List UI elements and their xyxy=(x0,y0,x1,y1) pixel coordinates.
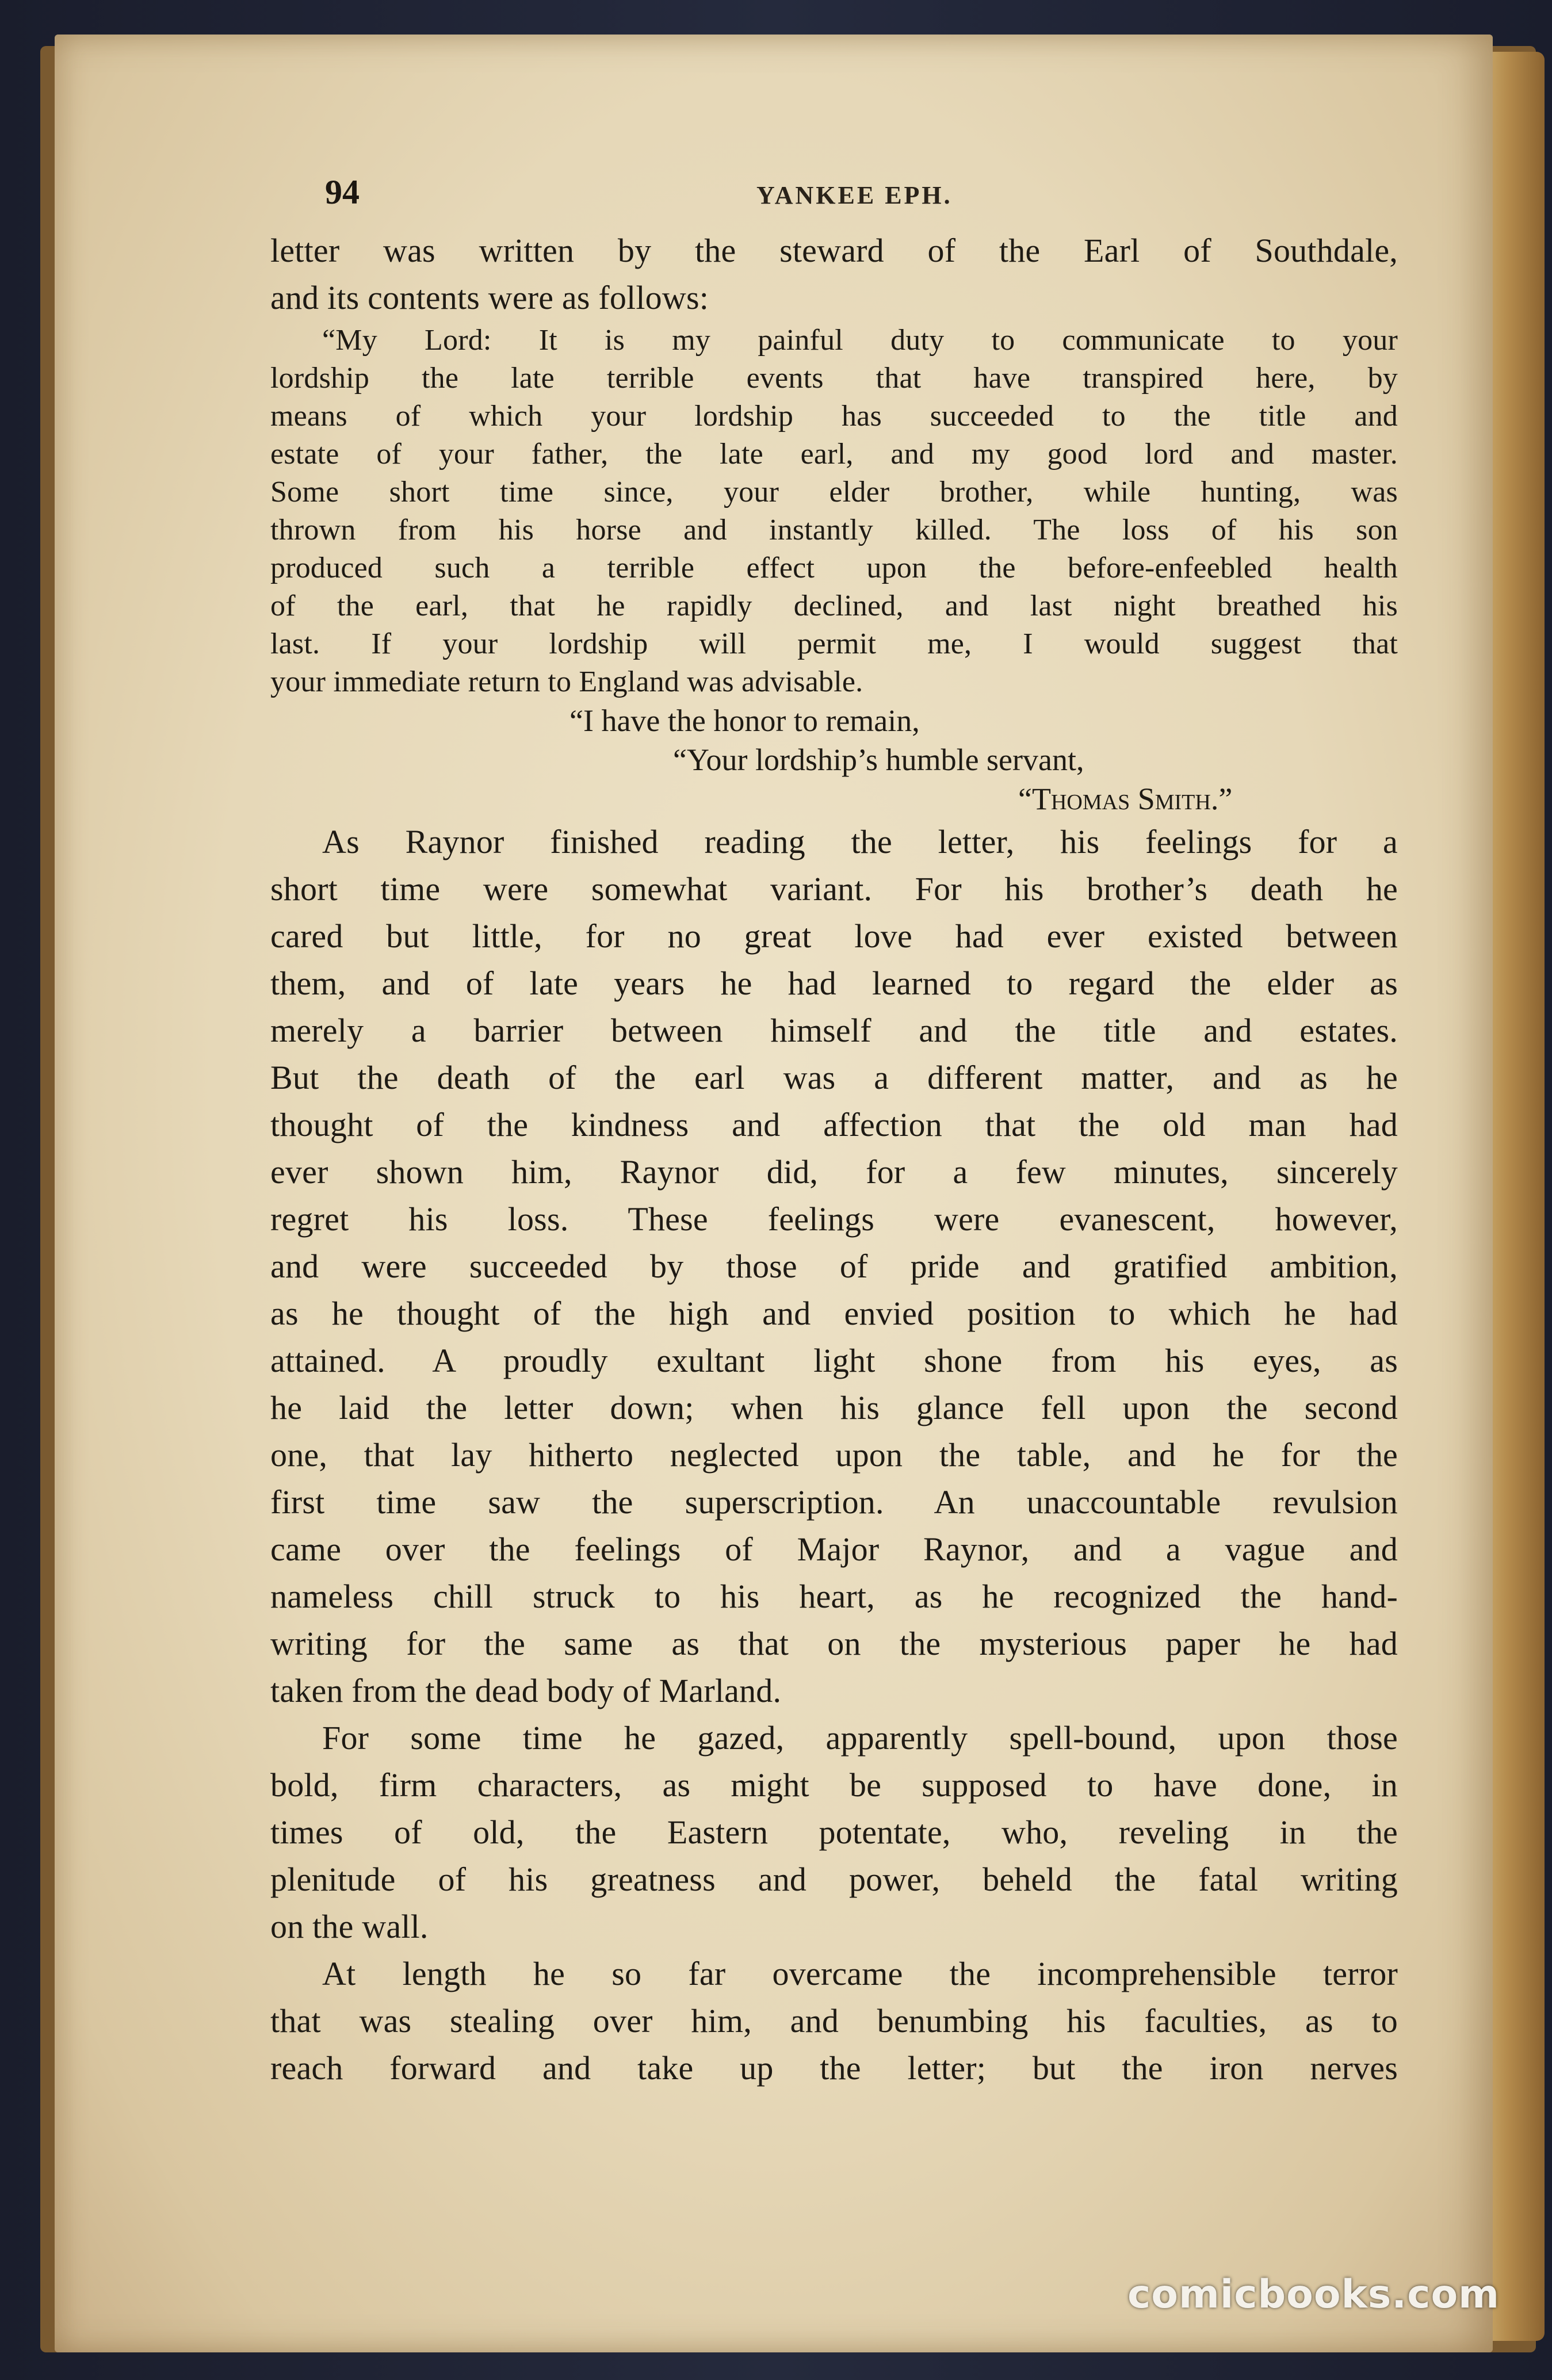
text-line: For some time he gazed, apparently spell-bound, upon those xyxy=(322,1719,1398,1757)
text-line: first time saw the superscription. An unaccountable revulsion xyxy=(270,1483,1398,1521)
text-line: them, and of late years he had learned to regard the elder as xyxy=(270,965,1398,1002)
running-head: YANKEE EPH. xyxy=(756,181,953,209)
text-line: one, that lay hitherto neglected upon the table, and he for the xyxy=(270,1436,1398,1474)
page-header xyxy=(325,173,1452,219)
text-line: But the death of the earl was a different matter, and as he xyxy=(270,1059,1398,1096)
text-line: attained. A proudly exultant light shone from his eyes, as xyxy=(270,1342,1398,1379)
text-line: taken from the dead body of Marland. xyxy=(270,1672,782,1709)
text-line: reach forward and take up the letter; but the iron nerves xyxy=(270,2049,1398,2087)
text-line: regret his loss. These feelings were evanescent, however, xyxy=(270,1200,1398,1238)
body-text xyxy=(270,227,1398,2092)
letter-line: thrown from his horse and instantly killed. The loss of his son xyxy=(270,514,1398,546)
text-line: merely a barrier between himself and the title and estates. xyxy=(270,1012,1398,1049)
letter-line: produced such a terrible effect upon the before-enfeebled health xyxy=(270,552,1398,584)
text-line: times of old, the Eastern potentate, who, reveling in the xyxy=(270,1813,1398,1851)
page-stack-edge xyxy=(1484,52,1545,2341)
text-line: plenitude of his greatness and power, beheld the fatal writing xyxy=(270,1861,1398,1898)
text-line: that was stealing over him, and benumbing his faculties, as to xyxy=(270,2002,1398,2040)
text-line: as he thought of the high and envied position to which he had xyxy=(270,1295,1398,1332)
letter-signature xyxy=(270,701,1398,818)
signature-name: “Thomas Smith.” xyxy=(1018,782,1233,816)
text-line: came over the feelings of Major Raynor, and a vague and xyxy=(270,1530,1398,1568)
letter-line: last. If your lordship will permit me, I would suggest that xyxy=(270,627,1398,660)
text-line: nameless chill struck to his heart, as he recognized the hand- xyxy=(270,1578,1398,1615)
text-line: At length he so far overcame the incomprehensible terror xyxy=(322,1955,1398,1992)
letter-line: “My Lord: It is my painful duty to communicate to your xyxy=(322,324,1398,357)
letter-line: your immediate return to England was advisable. xyxy=(270,665,863,698)
paragraph-spell-bound xyxy=(270,1715,1398,1950)
letter-line: lordship the late terrible events that have transpired here, by xyxy=(270,362,1398,395)
text-line: he laid the letter down; when his glance fell upon the second xyxy=(270,1389,1398,1426)
text-line: As Raynor finished reading the letter, his feelings for a xyxy=(322,823,1398,860)
letter-line: of the earl, that he rapidly declined, and last night breathed his xyxy=(270,590,1398,622)
letter-line: Some short time since, your elder brother, while hunting, was xyxy=(270,476,1398,508)
letter-line: estate of your father, the late earl, and my good lord and master. xyxy=(270,438,1398,470)
paragraph-at-length xyxy=(270,1950,1398,2092)
text-line: letter was written by the steward of the Earl of Southdale, xyxy=(270,232,1398,269)
quoted-letter xyxy=(270,322,1398,701)
text-line: on the wall. xyxy=(270,1908,429,1945)
site-watermark: comicbooks.com xyxy=(1127,2272,1500,2317)
signature-line: “I have the honor to remain, xyxy=(569,703,920,738)
text-line: bold, firm characters, as might be supposed to have done, in xyxy=(270,1766,1398,1804)
paragraph-raynor-reads xyxy=(270,818,1398,1715)
text-line: ever shown him, Raynor did, for a few minutes, sincerely xyxy=(270,1153,1398,1191)
text-line: and were succeeded by those of pride and gratified ambition, xyxy=(270,1248,1398,1285)
text-line: and its contents were as follows: xyxy=(270,279,709,316)
text-line: writing for the same as that on the mysterious paper he had xyxy=(270,1625,1398,1662)
intro-paragraph xyxy=(270,227,1398,322)
text-line: cared but little, for no great love had ever existed between xyxy=(270,917,1398,955)
letter-line: means of which your lordship has succeeded to the title and xyxy=(270,400,1398,433)
page-number: 94 xyxy=(325,173,360,211)
signature-line: “Your lordship’s humble servant, xyxy=(673,743,1084,777)
text-line: short time were somewhat variant. For his brother’s death he xyxy=(270,870,1398,908)
text-line: thought of the kindness and affection that the old man had xyxy=(270,1106,1398,1143)
